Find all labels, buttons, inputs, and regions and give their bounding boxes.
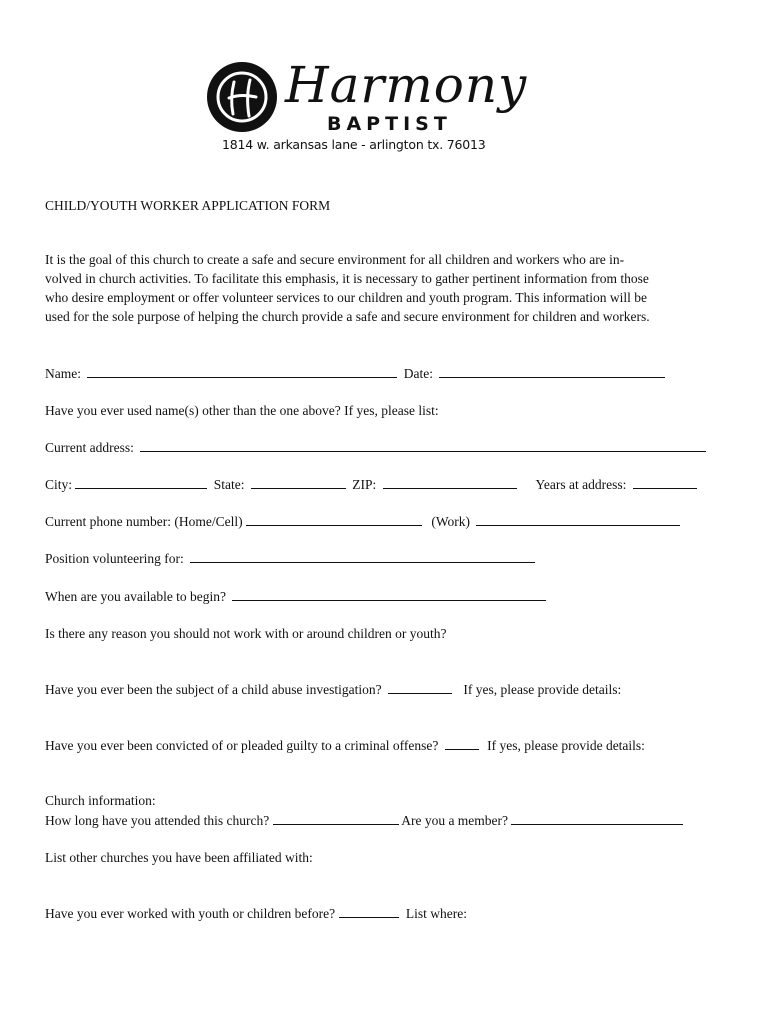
abuse-field[interactable] xyxy=(388,681,452,694)
years-at-address-label: Years at address: xyxy=(535,477,627,492)
address-label: Current address: xyxy=(45,440,134,455)
abuse-details-label: If yes, please provide details: xyxy=(463,682,622,697)
reason-label: Is there any reason you should not work with or around children or youth? xyxy=(45,626,447,641)
logo-mark-icon xyxy=(207,62,277,132)
phone-work-label: (Work) xyxy=(431,514,470,529)
other-churches-label: List other churches you have been affiliated with: xyxy=(45,850,313,865)
attendance-row xyxy=(45,811,686,830)
phone-home-field[interactable] xyxy=(246,513,422,526)
state-label: State: xyxy=(213,477,245,492)
other-names-row xyxy=(45,401,439,420)
availability-field[interactable] xyxy=(232,588,546,601)
abuse-label: Have you ever been the subject of a child abuse investigation? xyxy=(45,682,382,697)
member-label: Are you a member? xyxy=(401,813,509,828)
church-info-heading-row xyxy=(45,791,156,810)
name-label: Name: xyxy=(45,366,81,381)
years-at-address-field[interactable] xyxy=(633,476,697,489)
phone-home-label: Current phone number: (Home/Cell) xyxy=(45,514,243,529)
list-where-label: List where: xyxy=(405,906,468,921)
other-churches-row xyxy=(45,848,313,867)
intro-line: who desire employment or offer volunteer services to our children and youth program. This information will be xyxy=(45,290,647,305)
zip-label: ZIP: xyxy=(352,477,377,492)
criminal-row xyxy=(45,736,645,755)
address-field[interactable] xyxy=(140,439,706,452)
attended-label: How long have you attended this church? xyxy=(45,813,270,828)
harmony-baptist-logo xyxy=(207,56,528,156)
church-address: 1814 w. arkansas lane - arlington tx. 76013 xyxy=(222,137,486,152)
worked-before-row xyxy=(45,904,467,923)
intro-line: It is the goal of this church to create a safe and secure environment for all children and workers who are in- xyxy=(45,252,625,267)
city-label: City: xyxy=(45,477,73,492)
criminal-label: Have you ever been convicted of or pleaded guilty to a criminal offense? xyxy=(45,738,439,753)
availability-row xyxy=(45,587,549,606)
state-field[interactable] xyxy=(251,476,346,489)
name-date-row xyxy=(45,364,668,383)
intro-paragraph xyxy=(45,250,729,326)
attended-field[interactable] xyxy=(273,812,399,825)
reason-row xyxy=(45,624,447,643)
city-field[interactable] xyxy=(75,476,207,489)
criminal-field[interactable] xyxy=(445,737,479,750)
worked-before-field[interactable] xyxy=(339,905,399,918)
intro-line: volved in church activities. To facilitate this emphasis, it is necessary to gather pertinent information from those xyxy=(45,271,649,286)
logo-subtitle: BAPTIST xyxy=(327,113,452,135)
position-field[interactable] xyxy=(190,550,535,563)
phone-work-field[interactable] xyxy=(476,513,680,526)
abuse-row xyxy=(45,680,621,699)
worked-before-label: Have you ever worked with youth or children before? xyxy=(45,906,336,921)
city-state-zip-row xyxy=(45,475,700,494)
criminal-details-label: If yes, please provide details: xyxy=(487,738,645,753)
church-info-label: Church information: xyxy=(45,793,156,808)
position-label: Position volunteering for: xyxy=(45,551,184,566)
date-label: Date: xyxy=(403,366,433,381)
phone-row xyxy=(45,512,683,531)
availability-label: When are you available to begin? xyxy=(45,589,227,604)
logo-name: Harmony xyxy=(285,56,528,114)
member-field[interactable] xyxy=(511,812,683,825)
zip-field[interactable] xyxy=(383,476,517,489)
date-field[interactable] xyxy=(439,365,665,378)
intro-line: used for the sole purpose of helping the church provide a safe and secure environment for children and workers. xyxy=(45,309,650,324)
form-title: CHILD/YOUTH WORKER APPLICATION FORM xyxy=(45,198,331,213)
address-row xyxy=(45,438,709,457)
name-field[interactable] xyxy=(87,365,397,378)
other-names-label: Have you ever used name(s) other than the one above? If yes, please list: xyxy=(45,403,439,418)
position-row xyxy=(45,549,538,568)
